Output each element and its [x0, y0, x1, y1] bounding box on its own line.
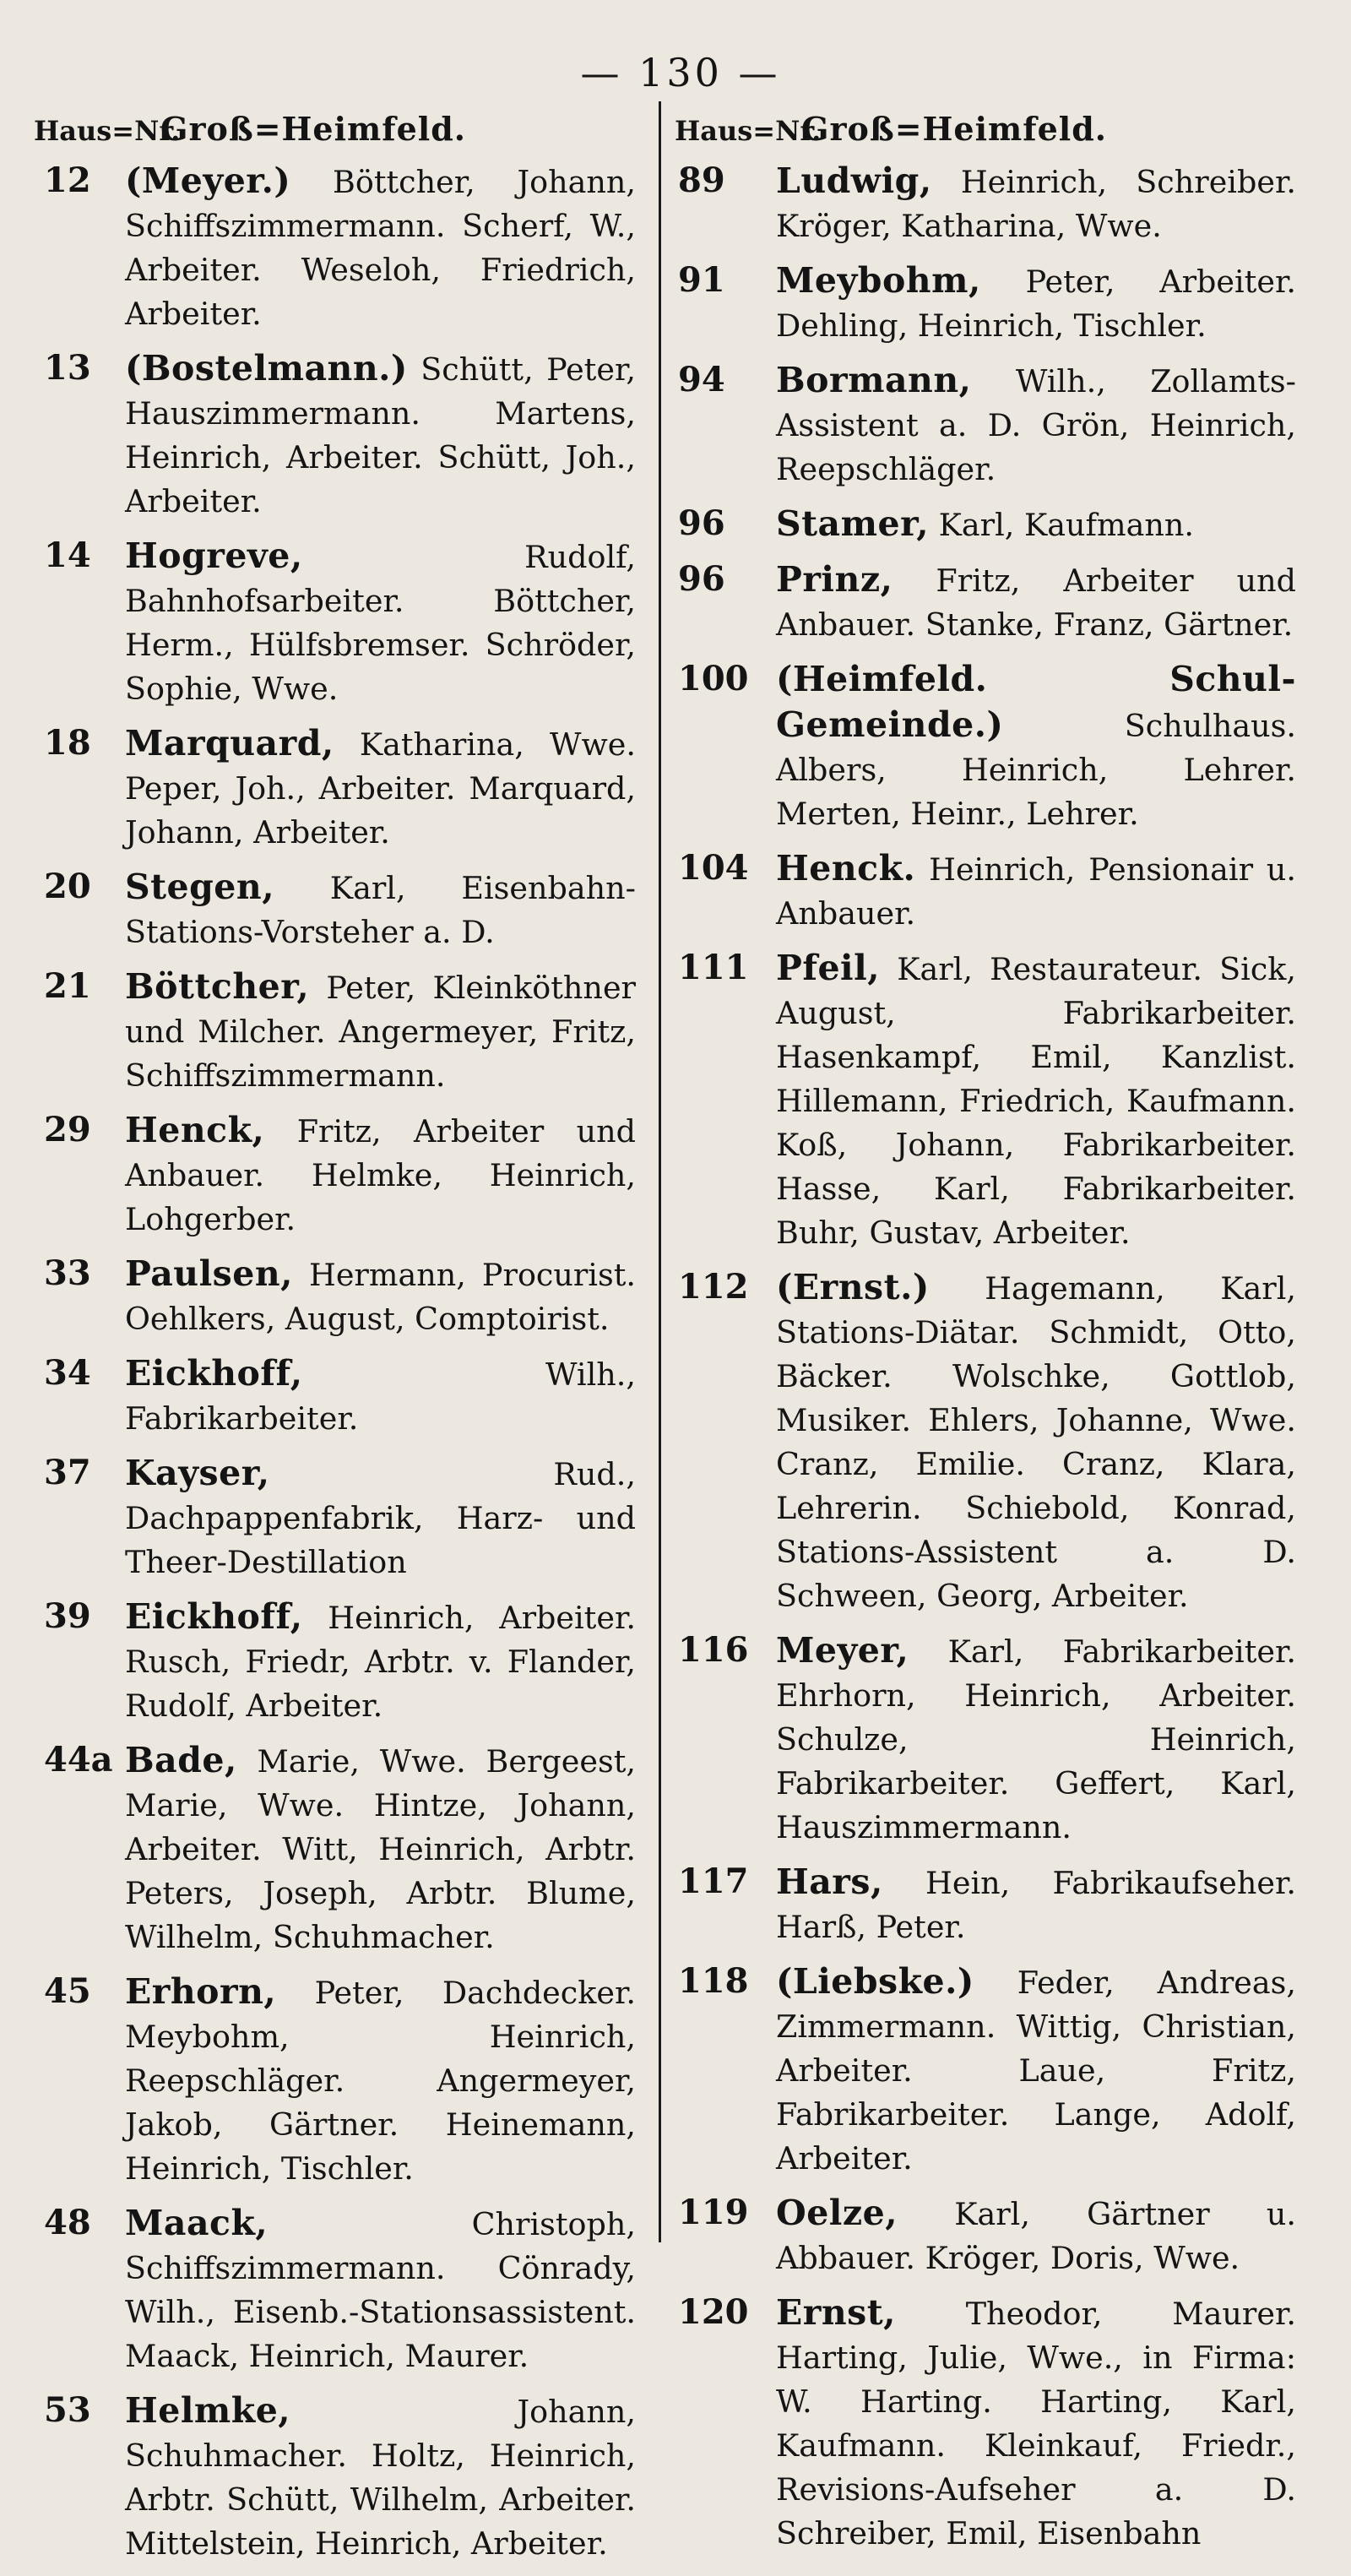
- directory-entry: [34, 1252, 636, 1341]
- resident-list: [125, 1451, 636, 1584]
- owner-name: Stamer,: [776, 503, 929, 544]
- house-number: 94: [678, 360, 725, 399]
- directory-entry: [34, 1108, 636, 1242]
- residents-text: Heinrich, Schreiber. Kröger, Katharina, Wwe.: [776, 164, 1296, 244]
- house-number-heading: Haus=Nr.: [675, 115, 822, 147]
- directory-entry: [675, 502, 1296, 547]
- house-number: 33: [44, 1253, 91, 1293]
- house-number: 21: [44, 966, 91, 1006]
- residents-text: Karl, Gärtner u. Abbauer. Kröger, Doris, Wwe.: [776, 2196, 1296, 2276]
- directory-entry: [34, 1351, 636, 1441]
- directory-entry: [34, 346, 636, 524]
- column-divider: [659, 101, 661, 2242]
- house-number: 118: [678, 1961, 749, 2001]
- resident-list: [125, 534, 636, 711]
- residents-text: Christoph, Schiffszimmermann. Cönrady, Wilh., Eisenb.-Stationsassistent. Maack, Heinrich, Maurer.: [125, 2206, 636, 2374]
- owner-name: Meyer,: [776, 1630, 909, 1671]
- house-number: 104: [678, 848, 749, 888]
- owner-name: Maack,: [125, 2203, 269, 2243]
- resident-list: [776, 1860, 1296, 1949]
- owner-name: (Ernst.): [776, 1267, 930, 1307]
- directory-entry: [34, 721, 636, 855]
- resident-list: [125, 1970, 636, 2191]
- owner-name: Hars,: [776, 1861, 883, 1902]
- owner-name: Henck,: [125, 1110, 265, 1150]
- resident-list: [125, 721, 636, 855]
- residents-text: Feder, Andreas, Zimmermann. Wittig, Christian, Arbeiter. Laue, Fritz, Fabrikarbeiter. Lange, Adolf, Arbeiter.: [776, 1965, 1296, 2177]
- house-number: 29: [44, 1110, 91, 1149]
- residents-text: Peter, Dachdecker. Meybohm, Heinrich, Reepschläger. Angermeyer, Jakob, Gärtner. Heinemann, Heinrich, Tischler.: [125, 1975, 636, 2187]
- residents-text: Karl, Eisenbahn-Stations-Vorsteher a. D.: [125, 870, 636, 950]
- resident-list: [125, 1738, 636, 1959]
- directory-entry: [34, 2201, 636, 2378]
- residents-text: Katharina, Wwe. Peper, Joh., Arbeiter. Marquard, Johann, Arbeiter.: [125, 726, 636, 851]
- owner-name: Bormann,: [776, 360, 972, 400]
- left-entry-list: [34, 159, 636, 2566]
- resident-list: [125, 1595, 636, 1728]
- owner-name: Eickhoff,: [125, 1596, 303, 1637]
- owner-name: Böttcher,: [125, 966, 310, 1007]
- house-number: 48: [44, 2203, 91, 2242]
- residents-text: Fritz, Arbeiter und Anbauer. Stanke, Franz, Gärtner.: [776, 562, 1296, 643]
- left-column: [34, 110, 654, 2576]
- owner-name: Henck.: [776, 848, 916, 889]
- directory-entry: [675, 1628, 1296, 1850]
- house-number: 14: [44, 535, 91, 575]
- directory-entry: [675, 258, 1296, 348]
- directory-entry: [675, 657, 1296, 836]
- resident-list: [776, 258, 1296, 348]
- house-number: 116: [678, 1630, 749, 1670]
- resident-list: [125, 1252, 636, 1341]
- owner-name: (Bostelmann.): [125, 348, 408, 389]
- house-number: 100: [678, 659, 749, 698]
- residents-text: Hein, Fabrikaufseher. Harß, Peter.: [776, 1865, 1296, 1945]
- directory-entry: [34, 2389, 636, 2566]
- resident-list: [125, 1351, 636, 1441]
- right-entry-list: [675, 159, 1296, 2556]
- left-column-header: [34, 110, 636, 159]
- residents-text: Schütt, Peter, Hauszimmermann. Martens, Heinrich, Arbeiter. Schütt, Joh., Arbeiter.: [125, 351, 636, 519]
- resident-list: [776, 2291, 1296, 2556]
- resident-list: [776, 159, 1296, 248]
- directory-entry: [34, 865, 636, 954]
- resident-list: [776, 358, 1296, 492]
- house-number: 120: [678, 2292, 749, 2332]
- directory-entry: [34, 1738, 636, 1959]
- residents-text: Peter, Kleinköthner und Milcher. Angermeyer, Fritz, Schiffszimmermann.: [125, 970, 636, 1094]
- house-number-heading: Haus=Nr.: [34, 115, 181, 147]
- house-number: 13: [44, 348, 91, 388]
- right-column-header: [675, 110, 1296, 159]
- resident-list: [776, 1265, 1296, 1618]
- residents-text: Hermann, Procurist. Oehlkers, August, Comptoirist.: [125, 1257, 636, 1337]
- residents-text: Heinrich, Arbeiter. Rusch, Friedr, Arbtr. v. Flander, Rudolf, Arbeiter.: [125, 1600, 636, 1724]
- house-number: 34: [44, 1353, 91, 1393]
- owner-name: Stegen,: [125, 867, 274, 907]
- house-number: 91: [678, 260, 725, 300]
- columns: [34, 110, 1327, 2576]
- directory-entry: [675, 946, 1296, 1255]
- owner-name: Prinz,: [776, 559, 893, 600]
- residents-text: Wilh., Zollamts-Assistent a. D. Grön, Heinrich, Reepschläger.: [776, 363, 1296, 487]
- owner-name: (Heimfeld. Schul-Gemeinde.): [776, 659, 1296, 745]
- house-number: 44a: [44, 1740, 113, 1780]
- residents-text: Böttcher, Johann, Schiffszimmermann. Scherf, W., Arbeiter. Weseloh, Friedrich, Arbeiter.: [125, 164, 636, 332]
- house-number: 53: [44, 2390, 91, 2430]
- residents-text: Rud., Dachpappenfabrik, Harz- und Theer-Destillation: [125, 1456, 636, 1580]
- owner-name: Pfeil,: [776, 948, 880, 988]
- resident-list: [125, 2389, 636, 2566]
- directory-entry: [675, 2191, 1296, 2280]
- residents-text: Johann, Schuhmacher. Holtz, Heinrich, Arbtr. Schütt, Wilhelm, Arbeiter. Mittelstein, Heinrich, Arbeiter.: [125, 2394, 636, 2562]
- residents-text: Peter, Arbeiter. Dehling, Heinrich, Tischler.: [776, 264, 1296, 344]
- owner-name: Ernst,: [776, 2292, 896, 2333]
- resident-list: [125, 965, 636, 1098]
- house-number: 96: [678, 559, 725, 599]
- resident-list: [125, 865, 636, 954]
- owner-name: Eickhoff,: [125, 1353, 303, 1394]
- resident-list: [776, 657, 1296, 836]
- residents-text: Hagemann, Karl, Stations-Diätar. Schmidt, Otto, Bäcker. Wolschke, Gottlob, Musiker. Ehlers, Johanne, Wwe. Cranz, Emilie. Cranz, Klara, Lehrerin. Schiebold, Konrad, Stations-Assistent a. D. Schween, Georg, Arbeiter.: [776, 1270, 1296, 1614]
- resident-list: [776, 946, 1296, 1255]
- owner-name: Hogreve,: [125, 535, 303, 576]
- house-number: 37: [44, 1453, 91, 1492]
- right-column: [654, 110, 1296, 2576]
- resident-list: [776, 1628, 1296, 1850]
- residents-text: Heinrich, Pensionair u. Anbauer.: [776, 851, 1296, 932]
- resident-list: [125, 346, 636, 524]
- owner-name: (Meyer.): [125, 160, 291, 201]
- directory-entry: [675, 846, 1296, 936]
- residents-text: Fritz, Arbeiter und Anbauer. Helmke, Heinrich, Lohgerber.: [125, 1113, 636, 1237]
- directory-entry: [675, 2291, 1296, 2556]
- directory-entry: [675, 1959, 1296, 2181]
- house-number: 111: [678, 948, 749, 987]
- house-number: 117: [678, 1861, 749, 1901]
- residents-text: Karl, Kaufmann.: [928, 507, 1194, 543]
- owner-name: Paulsen,: [125, 1253, 293, 1294]
- directory-entry: [34, 1970, 636, 2191]
- directory-entry: [675, 1265, 1296, 1618]
- house-number: 96: [678, 503, 725, 543]
- resident-list: [776, 557, 1296, 647]
- resident-list: [776, 502, 1296, 547]
- residents-text: Rudolf, Bahnhofsarbeiter. Böttcher, Herm., Hülfsbremser. Schröder, Sophie, Wwe.: [125, 539, 636, 707]
- directory-entry: [34, 534, 636, 711]
- owner-name: Kayser,: [125, 1453, 270, 1493]
- owner-name: (Liebske.): [776, 1961, 974, 2002]
- directory-entry: [675, 1860, 1296, 1949]
- directory-entry: [34, 1595, 636, 1728]
- residents-text: Karl, Restaurateur. Sick, August, Fabrikarbeiter. Hasenkampf, Emil, Kanzlist. Hillemann, Friedrich, Kaufmann. Koß, Johann, Fabrikarbeiter. Hasse, Karl, Fabrikarbeiter. Buhr, Gustav, Arbeiter.: [776, 951, 1296, 1251]
- owner-name: Oelze,: [776, 2193, 898, 2233]
- directory-entry: [675, 159, 1296, 248]
- page-number: — 130 —: [580, 50, 781, 95]
- house-number: 20: [44, 867, 91, 906]
- owner-name: Bade,: [125, 1740, 237, 1780]
- resident-list: [125, 159, 636, 336]
- resident-list: [776, 846, 1296, 936]
- owner-name: Ludwig,: [776, 160, 932, 201]
- directory-entry: [34, 965, 636, 1098]
- house-number: 18: [44, 723, 91, 763]
- residents-text: Marie, Wwe. Bergeest, Marie, Wwe. Hintze, Johann, Arbeiter. Witt, Heinrich, Arbtr. Peters, Joseph, Arbtr. Blume, Wilhelm, Schuhmacher.: [125, 1743, 636, 1955]
- directory-entry: [675, 557, 1296, 647]
- residents-text: Schulhaus. Albers, Heinrich, Lehrer. Merten, Heinr., Lehrer.: [776, 708, 1296, 832]
- residents-text: Karl, Fabrikarbeiter. Ehrhorn, Heinrich, Arbeiter. Schulze, Heinrich, Fabrikarbeiter. Geffert, Karl, Hauszimmermann.: [776, 1633, 1296, 1845]
- owner-name: Helmke,: [125, 2390, 291, 2431]
- directory-entry: [34, 1451, 636, 1584]
- street-heading: Groß=Heimfeld.: [801, 110, 1108, 148]
- residents-text: Wilh., Fabrikarbeiter.: [125, 1356, 636, 1437]
- resident-list: [776, 2191, 1296, 2280]
- owner-name: Erhorn,: [125, 1971, 277, 2012]
- owner-name: Meybohm,: [776, 260, 981, 301]
- owner-name: Marquard,: [125, 723, 334, 764]
- resident-list: [776, 1959, 1296, 2181]
- resident-list: [125, 2201, 636, 2378]
- house-number: 39: [44, 1596, 91, 1636]
- house-number: 119: [678, 2193, 749, 2232]
- residents-text: Theodor, Maurer. Harting, Julie, Wwe., in Firma: W. Harting. Harting, Karl, Kaufmann. Kleinkauf, Friedr., Revisions-Aufseher a. D. Schreiber, Emil, Eisenbahn: [776, 2296, 1296, 2552]
- house-number: 45: [44, 1971, 91, 2011]
- house-number: 12: [44, 160, 91, 200]
- house-number: 112: [678, 1267, 749, 1307]
- resident-list: [125, 1108, 636, 1242]
- directory-entry: [675, 358, 1296, 492]
- directory-entry: [34, 159, 636, 336]
- street-heading: Groß=Heimfeld.: [160, 110, 467, 148]
- house-number: 89: [678, 160, 725, 200]
